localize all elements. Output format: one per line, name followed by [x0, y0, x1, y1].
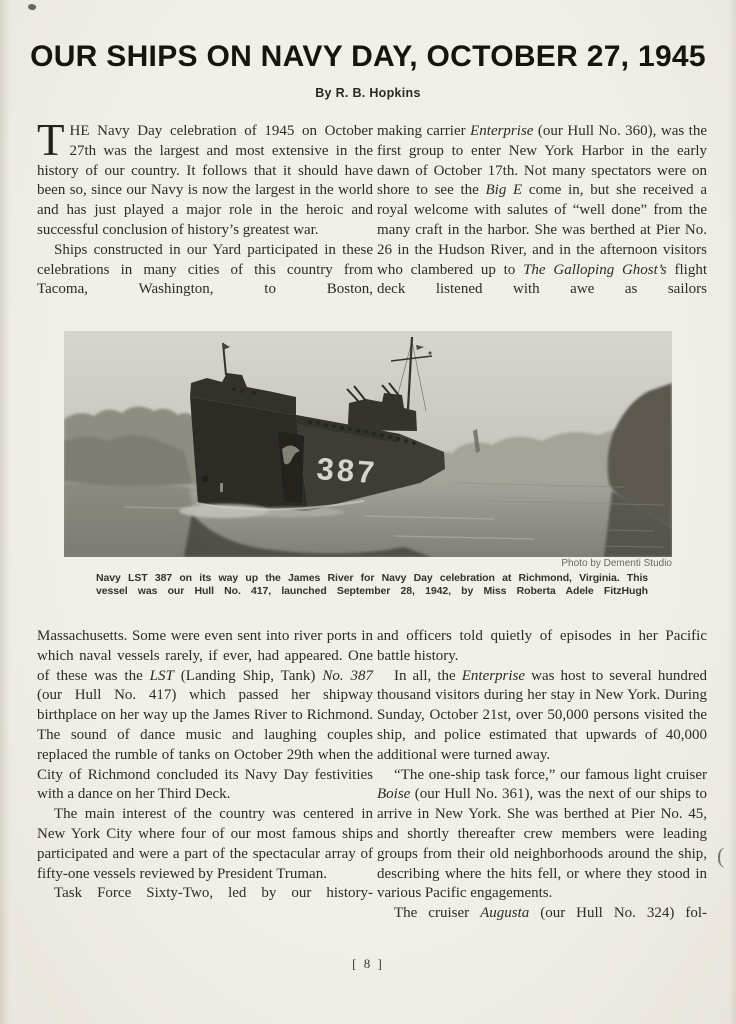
- sailor-at-bow: [220, 483, 223, 492]
- paragraph: THE Navy Day celebration of 1945 on October 27th was the largest and most extensive in the history of our country. It follows that it should have been so, since our Navy is now the largest in the world and has just played a major role in the heroic and successful conclusion of history’s greatest war.: [37, 115, 373, 238]
- anchor: [202, 476, 208, 482]
- photo-credit: Photo by Dementi Studio: [561, 558, 672, 569]
- ship-photo-image: [64, 331, 672, 557]
- signal-flag: [429, 352, 432, 355]
- paragraph: The cruiser Augusta (our Hull No. 324) fol-: [394, 905, 707, 922]
- hull-number-text: 387: [315, 451, 379, 491]
- column-2-lower: [377, 627, 707, 924]
- column-1-upper: [37, 115, 373, 300]
- paragraph: In all, the Enterprise was host to several hundred thousand visitors during her stay in New York. During Sunday, October 21st, over 50,000 persons visited the ship, and police estimated that upwards of 40,000 additional were turned away.: [377, 667, 707, 763]
- photo-caption: [96, 572, 648, 598]
- page-number: [ 8 ]: [352, 956, 384, 971]
- paragraph: and officers told quietly of episodes in her Pacific battle history.: [377, 628, 707, 664]
- column-1-lower: [37, 627, 373, 904]
- paragraph: Task Force Sixty-Two, led by our history-: [54, 885, 373, 902]
- paragraph: The main interest of the country was centered in New York City where four of our most famous ships participated and were a part of the spectacular array of fifty-one vessels reviewed by President Truman.: [37, 806, 373, 882]
- paragraph: Massachusetts. Some were even sent into river ports in which naval vessels rarely, if ever, had appeared. One of these was the LST (Landing Ship, Tank) No. 387 (our Hull No. 417) which passed her shipway birthplace on her way up the James River to Richmond. The sound of dance music and laughing couples replaced the rumble of tanks on October 29th when the City of Richmond concluded its Navy Day festivities with a dance on her Third Deck.: [37, 628, 373, 803]
- article-title: OUR SHIPS ON NAVY DAY, OCTOBER 27, 1945: [30, 40, 706, 73]
- scan-artifact-mark: (: [717, 843, 725, 868]
- ship-photo: [64, 331, 672, 557]
- paragraph: “The one-ship task force,” our famous light cruiser Boise (our Hull No. 361), was the next of our ships to arrive in New York. She was berthed at Pier No. 45, and shortly thereafter crew members were leading groups from their old neighborhoods around the ship, describing where the hits fell, or where they stood in various Pacific engagements.: [377, 766, 707, 902]
- scan-speck: [27, 3, 36, 11]
- column-2-upper: [377, 122, 707, 300]
- caption-line-2: vessel was our Hull No. 417, launched September 28, 1942, by Miss Roberta Adele FitzHugh: [96, 584, 648, 597]
- caption-line-1: Navy LST 387 on its way up the James River for Navy Day celebration at Richmond, Virginia. This: [96, 572, 648, 584]
- article-byline: By R. B. Hopkins: [315, 86, 421, 100]
- drop-cap: T: [37, 115, 65, 165]
- paragraph: Ships constructed in our Yard participated in these celebrations in many cities of this country from Tacoma, Washington, to Boston,: [37, 241, 373, 298]
- left-bank-reflection: [64, 483, 202, 558]
- paragraph: making carrier Enterprise (our Hull No. 360), was the first group to enter New York Harbor in the early dawn of October 17th. Not many spectators were on shore to see the Big E come in, but she received a royal welcome with salutes of “well done” from the many craft in the harbor. She was berthed at Pier No. 26 in the Hudson River, and in the afternoon visitors who clambered up to The Galloping Ghost’s flight deck listened with awe as sailors: [377, 123, 708, 298]
